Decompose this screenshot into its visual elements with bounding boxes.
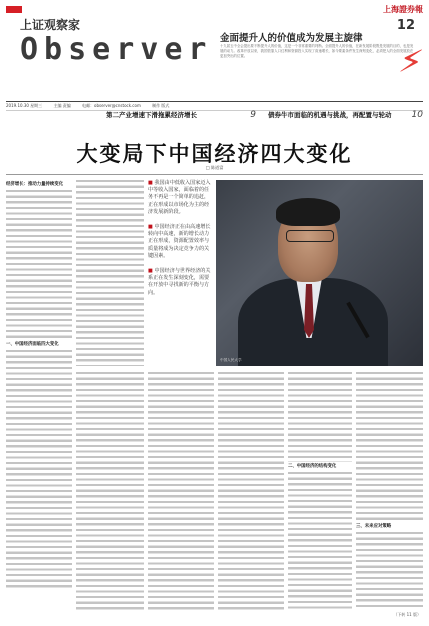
pull-quote-text: 中国经济正在由高速增长转向中高速，新的增长动力正在形成，资源配置效率与质量将成为决定竞争力的关键因素。	[148, 224, 211, 259]
teaser-item[interactable]	[106, 110, 256, 124]
body-text-block	[76, 372, 144, 610]
photo-caption: 中国人民大学	[220, 358, 242, 362]
body-text-block	[356, 532, 423, 610]
article-column-7	[356, 372, 423, 610]
body-text-block	[288, 472, 352, 610]
teaser-page: 10	[411, 110, 423, 120]
pull-quote-column	[148, 180, 212, 366]
section-title: 上证观察家	[20, 18, 81, 32]
red-bolt-icon: ⚡	[396, 40, 426, 84]
column-subhead: 三、未来应对策略	[356, 524, 392, 529]
teaser-title: 债券牛市面临的机遇与挑战，再配置与轮动	[268, 111, 392, 119]
body-text-block	[218, 372, 284, 610]
pull-quote-text: 中国经济与世界经济的关系正在发生深刻变化，需要在开放中寻找新的平衡与方向。	[148, 268, 211, 296]
continued-note: （下转 11 版）	[393, 612, 421, 617]
observer-wordmark: Observer	[20, 32, 213, 67]
teaser-row	[6, 110, 423, 124]
article-column-1	[6, 180, 72, 610]
masthead-top	[6, 4, 423, 14]
column-subhead: 一、中国经济面临四大变化	[6, 342, 59, 347]
body-text-block	[76, 180, 144, 366]
teaser-page: 9	[250, 110, 256, 120]
pull-quote-text: 我国由中低收入国家迈入中等收入国家，面临着的任务不再是一个简单的追赶，正在形成以市场化为主的经济发展新阶段。	[148, 180, 211, 215]
photo-glasses	[286, 230, 334, 242]
body-text-block	[356, 372, 423, 522]
body-text-block	[6, 350, 72, 590]
article-column-4	[148, 372, 214, 610]
pull-quote-item	[148, 268, 212, 297]
teaser-title: 第二产业增速下滑拖累经济增长	[106, 111, 197, 119]
body-text-block	[288, 372, 352, 462]
article-headline: 大变局下中国经济四大变化	[76, 141, 353, 166]
article-byline: □ 陈道富	[205, 165, 224, 170]
newspaper-page	[6, 4, 426, 620]
header-promo	[220, 30, 426, 98]
divider	[6, 174, 423, 175]
editor-credit: 主编 责编	[53, 103, 71, 108]
bullet-icon: ■	[148, 180, 155, 186]
teaser-item[interactable]	[268, 110, 423, 124]
layout-credit: 制作 版式	[152, 103, 170, 108]
pull-quote-item	[148, 180, 212, 216]
bullet-icon: ■	[148, 224, 155, 231]
photo-hair	[276, 198, 340, 226]
section-color-block	[6, 6, 22, 13]
issue-date: 2019.10.30 星期三	[6, 103, 43, 108]
header-promo-headline: 金面提升人的价值成为发展主旋律	[220, 33, 363, 44]
article-column-5	[218, 372, 284, 610]
author-photo	[216, 180, 423, 366]
page-number: 12	[396, 18, 415, 33]
article-column-3	[76, 372, 144, 610]
article-column-6	[288, 372, 352, 610]
article-column-2	[76, 180, 144, 366]
header-promo-blurb: 十九届五中全会提出要不断提升人的价值，这是一个非常重要的判断。全面提升人的价值，在新发展阶段既是发展的目的，也是发展的动力。改革开放以来，我国依靠人口红利和资源投入实现了高速增长，如今要素条件发生深刻变化，必须把人的全面发展放在更加突出的位置。	[220, 44, 414, 59]
body-text-block	[148, 372, 214, 610]
pull-quote-item	[148, 224, 212, 260]
bullet-icon: ■	[148, 268, 155, 275]
column-subhead: 经济增长：推动力量持续变化	[6, 182, 64, 187]
newspaper-brand: 上海證券報	[383, 4, 423, 14]
contact-email: 电邮：observer@cnstock.com	[82, 103, 141, 108]
column-subhead: 二、中国经济的结构变化	[288, 464, 337, 469]
body-text-block	[6, 190, 72, 340]
